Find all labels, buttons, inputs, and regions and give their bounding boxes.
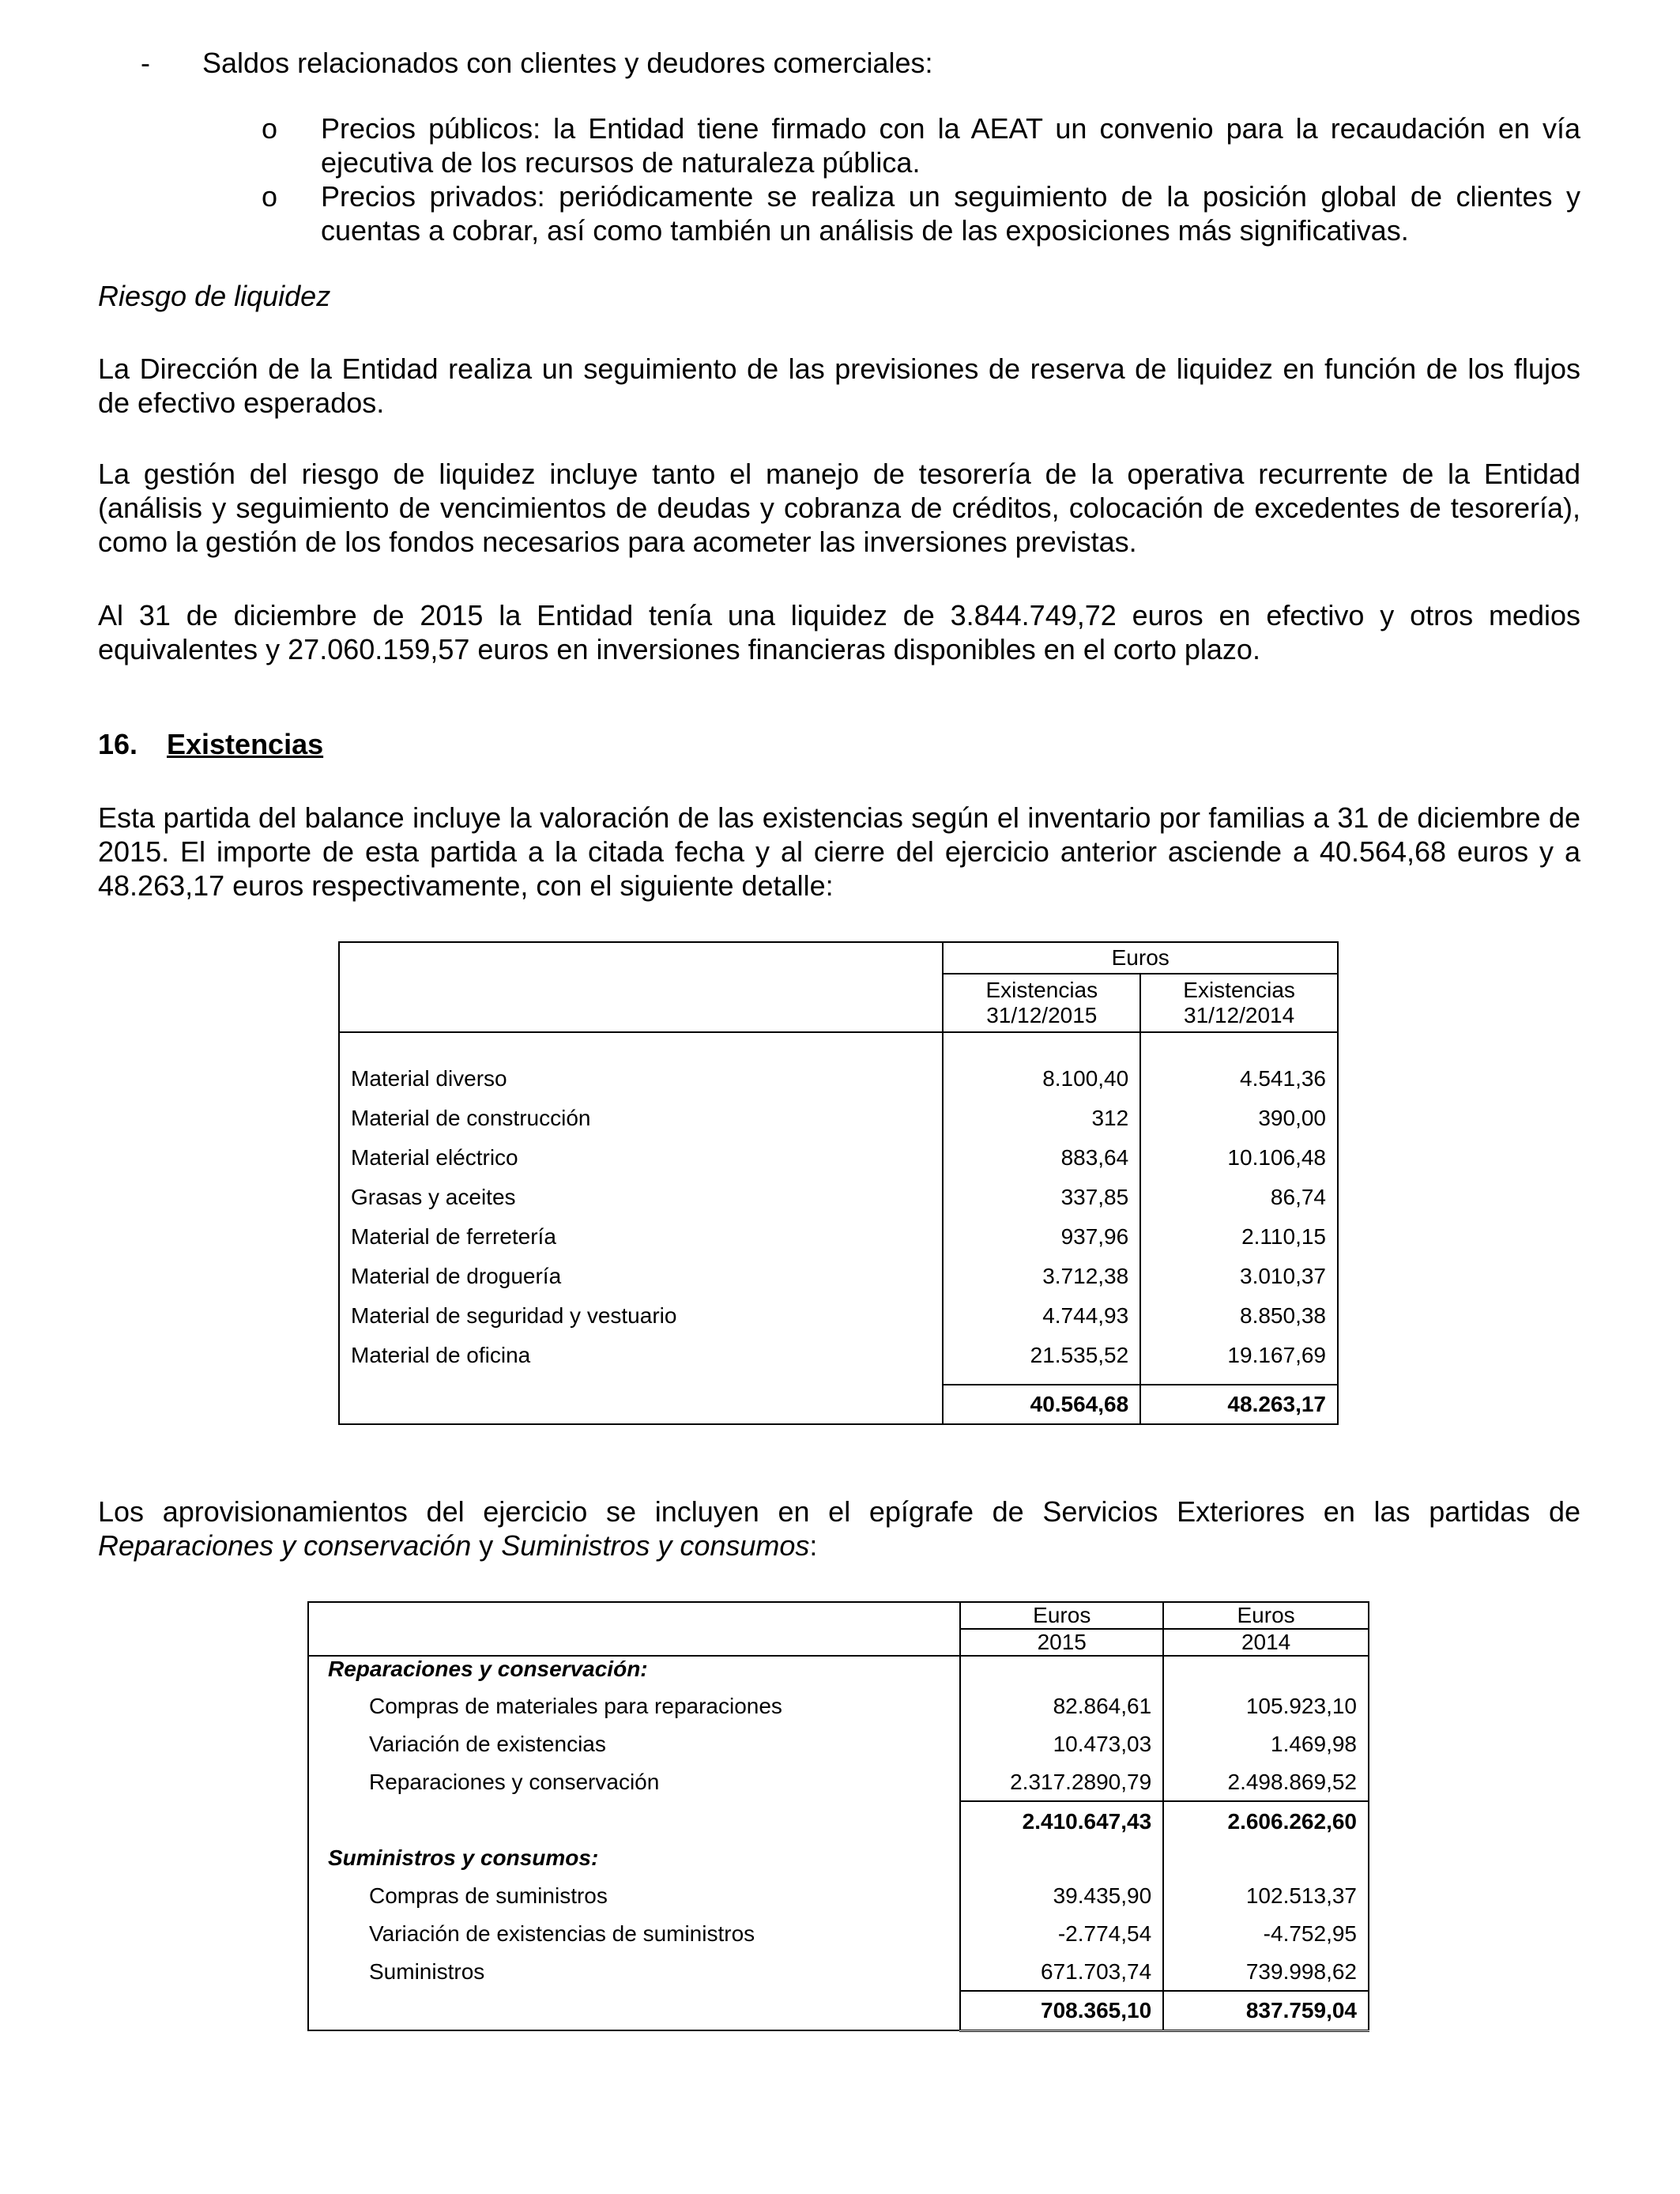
empty-cell — [1163, 1845, 1369, 1877]
group-header-row — [308, 1845, 1369, 1877]
row-label: Material diverso — [339, 1059, 943, 1099]
sub-bullet-line: ejecutiva de los recursos de naturaleza pública. — [321, 146, 921, 179]
table-row — [339, 1336, 1338, 1375]
dash-mark: - — [141, 47, 150, 79]
value-2014: 10.106,48 — [1227, 1145, 1326, 1170]
circle-bullet-icon: o — [262, 180, 278, 213]
table-row — [308, 1915, 1369, 1953]
group-title: Reparaciones y conservación: — [308, 1656, 960, 1687]
value-2015: -2.774,54 — [960, 1915, 1163, 1953]
column-header-2014: Existencias 31/12/2014 — [1140, 974, 1338, 1032]
group-total-row — [308, 1991, 1369, 2030]
group-total-row — [308, 1801, 1369, 1841]
total-2014: 837.759,04 — [1163, 1991, 1369, 2030]
euros-header-2015: Euros — [960, 1602, 1163, 1629]
total-2015: 2.410.647,43 — [960, 1801, 1163, 1841]
value-2014: 4.541,36 — [1240, 1066, 1326, 1091]
table-row — [339, 1296, 1338, 1336]
sub-bullet-line: cuentas a cobrar, así como también un análisis de las exposiciones más significativas. — [321, 214, 1409, 247]
table-row — [308, 1725, 1369, 1763]
year-header-2014: 2014 — [1163, 1629, 1369, 1656]
row-label: Reparaciones y conservación — [308, 1763, 960, 1801]
supplies-table — [307, 1601, 1369, 2032]
euros-header: Euros — [943, 942, 1338, 974]
value-2014: 86,74 — [1270, 1185, 1326, 1209]
table-row — [308, 1953, 1369, 1991]
paragraph: Al 31 de diciembre de 2015 la Entidad tenía una liquidez de 3.844.749,72 euros en efectivo y otros medios equivalentes y 27.060.159,57 euros en inversiones financieras disponibles en el corto plazo. — [98, 599, 1580, 665]
empty-cell — [1163, 1656, 1369, 1687]
value-2015: 21.535,52 — [943, 1336, 1140, 1375]
value-2015: 337,85 — [943, 1178, 1140, 1217]
table-row — [308, 1877, 1369, 1915]
value-2014: 2.498.869,52 — [1227, 1769, 1357, 1794]
column-header-2015: Existencias 31/12/2015 — [943, 974, 1140, 1032]
section-subtitle: Riesgo de liquidez — [98, 280, 331, 312]
total-2014: 48.263,17 — [1140, 1385, 1338, 1424]
table-total-row — [339, 1385, 1338, 1424]
row-label: Variación de existencias de suministros — [308, 1915, 960, 1953]
inventory-table — [338, 941, 1339, 1425]
table-row — [308, 1687, 1369, 1725]
value-2014: 739.998,62 — [1245, 1958, 1357, 1984]
total-2014: 2.606.262,60 — [1163, 1801, 1369, 1841]
row-label: Compras de materiales para reparaciones — [308, 1687, 960, 1725]
table-row — [339, 1178, 1338, 1217]
table-row — [339, 1059, 1338, 1099]
table-row — [339, 1257, 1338, 1296]
group-header-row — [308, 1656, 1369, 1687]
value-2014: 8.850,38 — [1240, 1303, 1326, 1328]
empty-cell — [960, 1845, 1163, 1877]
row-label: Material de construcción — [339, 1099, 943, 1138]
value-2014: 1.469,98 — [1271, 1732, 1357, 1756]
value-2014: -4.752,95 — [1263, 1921, 1357, 1946]
value-2015: 82.864,61 — [960, 1687, 1163, 1725]
value-2015: 8.100,40 — [943, 1059, 1140, 1099]
value-2015: 883,64 — [943, 1138, 1140, 1178]
value-2015: 4.744,93 — [943, 1296, 1140, 1336]
paragraph: La gestión del riesgo de liquidez incluye tanto el manejo de tesorería de la operativa recurrente de la Entidad (análisis y seguimiento de vencimientos de deudas y cobranza de créditos, colocación de excedentes de tesorería), como la gestión de los fondos necesarios para acometer las inversiones previstas. — [98, 458, 1580, 558]
value-2015: 3.712,38 — [943, 1257, 1140, 1296]
table-row — [339, 1217, 1338, 1257]
empty-cell — [308, 1801, 960, 1841]
value-2015: 937,96 — [943, 1217, 1140, 1257]
value-2015: 39.435,90 — [960, 1877, 1163, 1915]
paragraph: Esta partida del balance incluye la valoración de las existencias según el inventario por familias a 31 de diciembre de 2015. El importe de esta partida a la citada fecha y al cierre del ejercicio anterior asciende a 40.564,68 euros y a 48.263,17 euros respectivamente, con el siguiente detalle: — [98, 801, 1580, 902]
row-label: Material eléctrico — [339, 1138, 943, 1178]
value-2014: 19.167,69 — [1227, 1343, 1326, 1367]
group-title: Suministros y consumos: — [308, 1845, 960, 1877]
sub-bullet-line: Precios públicos: la Entidad tiene firmado con la AEAT un convenio para la recaudación en vía — [321, 112, 1580, 145]
row-label: Compras de suministros — [308, 1877, 960, 1915]
row-label: Material de droguería — [339, 1257, 943, 1296]
value-2015: 10.473,03 — [960, 1725, 1163, 1763]
empty-cell — [960, 1656, 1163, 1687]
value-2015: 671.703,74 — [960, 1953, 1163, 1991]
dash-bullet-text: Saldos relacionados con clientes y deudores comerciales: — [202, 47, 933, 79]
total-2015: 40.564,68 — [943, 1385, 1140, 1424]
row-label: Variación de existencias — [308, 1725, 960, 1763]
row-label: Material de oficina — [339, 1336, 943, 1375]
value-2014: 102.513,37 — [1245, 1883, 1357, 1908]
paragraph: La Dirección de la Entidad realiza un seguimiento de las previsiones de reserva de liquidez en función de los flujos de efectivo esperados. — [98, 352, 1580, 419]
value-2014: 3.010,37 — [1240, 1264, 1326, 1288]
table-row — [339, 1138, 1338, 1178]
row-label: Material de ferretería — [339, 1217, 943, 1257]
section-number: 16. — [98, 728, 138, 760]
table-row — [339, 1099, 1338, 1138]
row-label: Grasas y aceites — [339, 1178, 943, 1217]
value-2014: 390,00 — [1258, 1106, 1326, 1130]
table-row — [308, 1763, 1369, 1801]
sub-bullet-line: Precios privados: periódicamente se realiza un seguimiento de la posición global de clientes y — [321, 180, 1580, 213]
value-2015: 2.317.2890,79 — [960, 1763, 1163, 1801]
circle-bullet-icon: o — [262, 112, 278, 145]
year-header-2015: 2015 — [960, 1629, 1163, 1656]
value-2014: 105.923,10 — [1245, 1694, 1357, 1718]
section-title: Existencias — [167, 728, 324, 760]
value-2014: 2.110,15 — [1241, 1224, 1326, 1249]
total-2015: 708.365,10 — [960, 1991, 1163, 2030]
row-label: Suministros — [308, 1953, 960, 1991]
value-2015: 312 — [943, 1099, 1140, 1138]
paragraph: Los aprovisionamientos del ejercicio se incluyen en el epígrafe de Servicios Exteriores en las partidas de Reparaciones y conservación y Suministros y consumos: — [98, 1495, 1580, 1562]
empty-cell — [308, 1991, 960, 2030]
section-heading — [98, 727, 323, 761]
euros-header-2014: Euros — [1237, 1603, 1295, 1627]
row-label: Material de seguridad y vestuario — [339, 1296, 943, 1336]
